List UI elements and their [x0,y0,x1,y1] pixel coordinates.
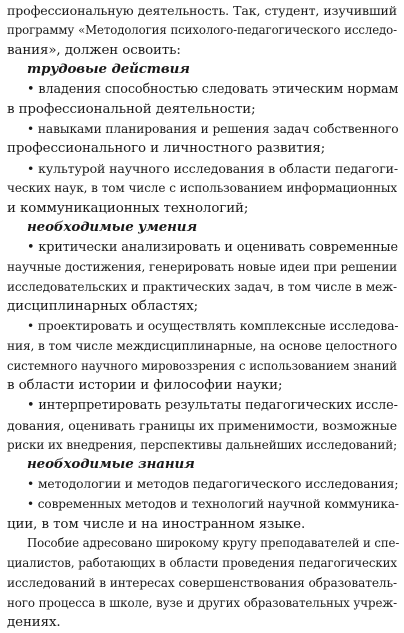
text-line: исследований в интересах совершенствования образователь- [7,575,397,590]
text-line: циалистов, работающих в области проведения педагогических [7,556,397,570]
list-item: • современных методов и технологий научной коммуника- [27,496,399,511]
text-line: ческих наук, в том числе с использованием информационных [7,180,397,195]
text-line: ного процесса в школе, вузе и других образовательных учреж- [7,595,397,610]
text-line: в области истории и философии науки; [7,378,283,394]
section-heading: необходимые умения [27,219,197,236]
list-item: • критически анализировать и оценивать современные [27,240,398,255]
section-heading: необходимые знания [27,456,195,473]
list-item: • навыками планирования и решения задач собственного [27,121,399,136]
text-line: исследовательских и практических задач, в том числе в меж- [7,279,397,294]
text-line: дисциплинарных областях; [7,299,199,315]
text-line: научные достижения, генерировать новые идеи при решении [7,259,397,274]
list-item: • проектировать и осуществлять комплексные исследова- [27,319,399,333]
text-line: ции, в том числе и на иностранном языке. [7,516,306,532]
list-item: • методологии и методов педагогического исследования; [27,477,399,491]
text-line: ния, в том числе междисциплинарные, на основе целостного [7,338,398,353]
text-line: профессиональную деятельность. Так, студент, изучивший [7,3,397,18]
text-line: профессионального и личностного развития; [7,141,326,157]
text-line: риски их внедрения, перспективы дальнейших исследований; [7,437,397,452]
list-item: • владения способностью следовать этическим нормам [27,82,399,97]
section-heading: трудовые действия [27,61,190,78]
text-line: программу «Методология психолого-педагогического исследо- [7,22,397,37]
document-page [7,1,400,633]
text-line: и коммуникационных технологий; [7,200,249,216]
text-line: вания», должен освоить: [7,42,181,58]
list-item: • интерпретировать результаты педагогических иссле- [27,398,398,413]
text-line: дениях. [7,615,61,631]
text-line: в профессиональной деятельности; [7,101,256,117]
text-line: системного научного мировоззрения с использованием знаний [7,358,397,373]
list-item: • культурой научного исследования в области педагоги- [27,161,399,176]
paragraph-line: Пособие адресовано широкому кругу преподавателей и спе- [27,536,400,551]
text-line: дования, оценивать границы их применимости, возможные [7,417,397,433]
